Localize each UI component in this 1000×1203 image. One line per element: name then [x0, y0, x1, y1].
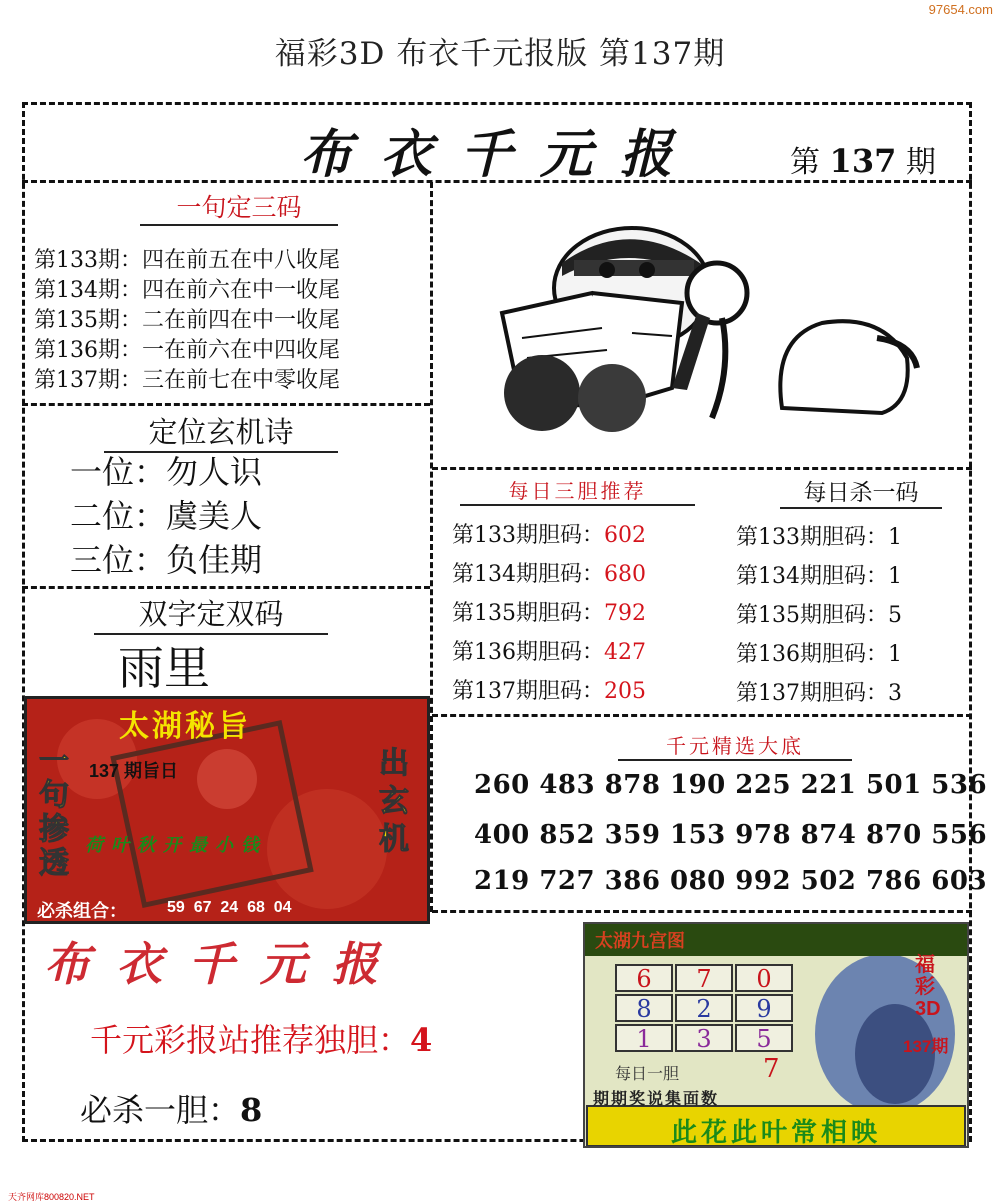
jiugong-banner: 此花此叶常相映	[670, 1117, 881, 1147]
number-row: 219 727 386 080 992 502 786 603	[474, 866, 988, 896]
dadi-numbers	[474, 770, 987, 896]
taihu-mizhi-image	[24, 696, 430, 924]
yiju-title: 一句定三码	[140, 188, 338, 226]
grid-cell: 0	[735, 964, 793, 992]
number-row: 400 852 359 153 978 874 870 556	[474, 820, 988, 850]
calligraphy-banner: 布衣千元报	[44, 937, 404, 991]
list-item: 第134期胆码：680	[452, 562, 646, 587]
shuangzi-value: 雨里	[118, 641, 210, 695]
yiju-list	[34, 246, 340, 396]
issue-prefix: 第	[790, 145, 820, 180]
issue-value: 137	[829, 142, 897, 180]
taihu-kill-numbers: 59 67 24 68 04	[167, 899, 292, 916]
single-recommend	[90, 1015, 432, 1061]
jiugong-side-text: 福彩3D	[915, 954, 941, 1020]
taihu-left-vertical: 一句掺透	[39, 745, 69, 880]
divider	[432, 714, 972, 717]
list-item: 第135期胆码：792	[452, 601, 646, 626]
site-watermark: 97654.com	[926, 2, 996, 17]
jiugong-strip-text: 期期奖说集面数	[593, 1091, 720, 1108]
number-row: 260 483 878 190 225 221 501 536	[474, 770, 988, 800]
divider	[430, 182, 433, 912]
jiugong-daily-label: 每日一胆	[615, 1064, 680, 1083]
grid-cell: 1	[615, 1024, 673, 1052]
jiugong-side-issue: 137期	[903, 1037, 949, 1056]
poem-line: 三位：负佳期	[70, 541, 263, 579]
kill-one-value: 8	[240, 1091, 263, 1129]
divider	[432, 910, 972, 913]
list-item: 第137期胆码：3	[736, 681, 902, 706]
taihu-right-vertical: 出玄机	[379, 747, 409, 856]
grid-cell: 7	[675, 964, 733, 992]
list-item: 第136期胆码：427	[452, 640, 646, 665]
sandan-title: 每日三胆推荐	[460, 475, 695, 506]
poem-title: 定位玄机诗	[104, 410, 338, 453]
jiugong-daily-value: 7	[763, 1054, 780, 1084]
grid-cell: 2	[675, 994, 733, 1022]
list-item: 第135期胆码：5	[736, 603, 902, 628]
taihu-kill-label: 必杀组合：	[37, 901, 127, 921]
taihu-center-text: 荷叶秋开最小钱	[85, 835, 267, 855]
list-item: 第137期胆码：205	[452, 679, 646, 704]
grid-cell: 5	[735, 1024, 793, 1052]
divider	[22, 586, 430, 589]
jiugong-image	[583, 922, 969, 1148]
sandan-list	[452, 516, 646, 711]
recommend-value: 4	[410, 1021, 433, 1059]
list-item: 第136期胆码：1	[736, 642, 902, 667]
poem-line: 一位：勿人识	[70, 453, 263, 491]
page-title: 福彩3D 布衣千元报版 第137期	[274, 36, 726, 72]
list-item: 第133期胆码：602	[452, 523, 646, 548]
list-item: 第136期：一在前六在中四收尾	[34, 338, 340, 363]
footer-credit: 天齐网库800820.NET	[8, 1192, 95, 1202]
poem-lines	[70, 450, 262, 582]
masthead-title: 布衣千元报	[300, 124, 701, 185]
grid-cell: 8	[615, 994, 673, 1022]
shuangzi-title: 双字定双码	[94, 592, 328, 635]
kill-one-label: 必杀一胆：	[80, 1091, 241, 1129]
taihu-title: 太湖秘旨	[119, 710, 251, 743]
kill-one	[80, 1085, 262, 1131]
list-item: 第134期胆码：1	[736, 564, 902, 589]
issue-suffix: 期	[905, 145, 936, 180]
taihu-issue: 137 期旨日	[89, 761, 179, 781]
grid-cell: 9	[735, 994, 793, 1022]
list-item: 第133期胆码：1	[736, 525, 902, 550]
divider	[22, 403, 430, 406]
list-item: 第133期：四在前五在中八收尾	[34, 248, 340, 273]
grid-cell: 3	[675, 1024, 733, 1052]
recommend-label: 千元彩报站推荐独胆：	[90, 1021, 411, 1059]
grid-cell: 6	[615, 964, 673, 992]
divider	[432, 467, 972, 470]
shayima-title: 每日杀一码	[780, 474, 942, 509]
issue-number	[790, 137, 936, 181]
jiugong-title: 太湖九宫图	[595, 931, 685, 951]
list-item: 第134期：四在前六在中一收尾	[34, 278, 340, 303]
reading-man-illustration	[482, 218, 922, 443]
jiugong-grid	[615, 964, 793, 1052]
list-item: 第135期：二在前四在中一收尾	[34, 308, 340, 333]
shayima-list	[736, 518, 902, 713]
poem-line: 二位：虞美人	[70, 497, 263, 535]
list-item: 第137期：三在前七在中零收尾	[34, 368, 340, 393]
dadi-title: 千元精选大底	[618, 730, 852, 761]
